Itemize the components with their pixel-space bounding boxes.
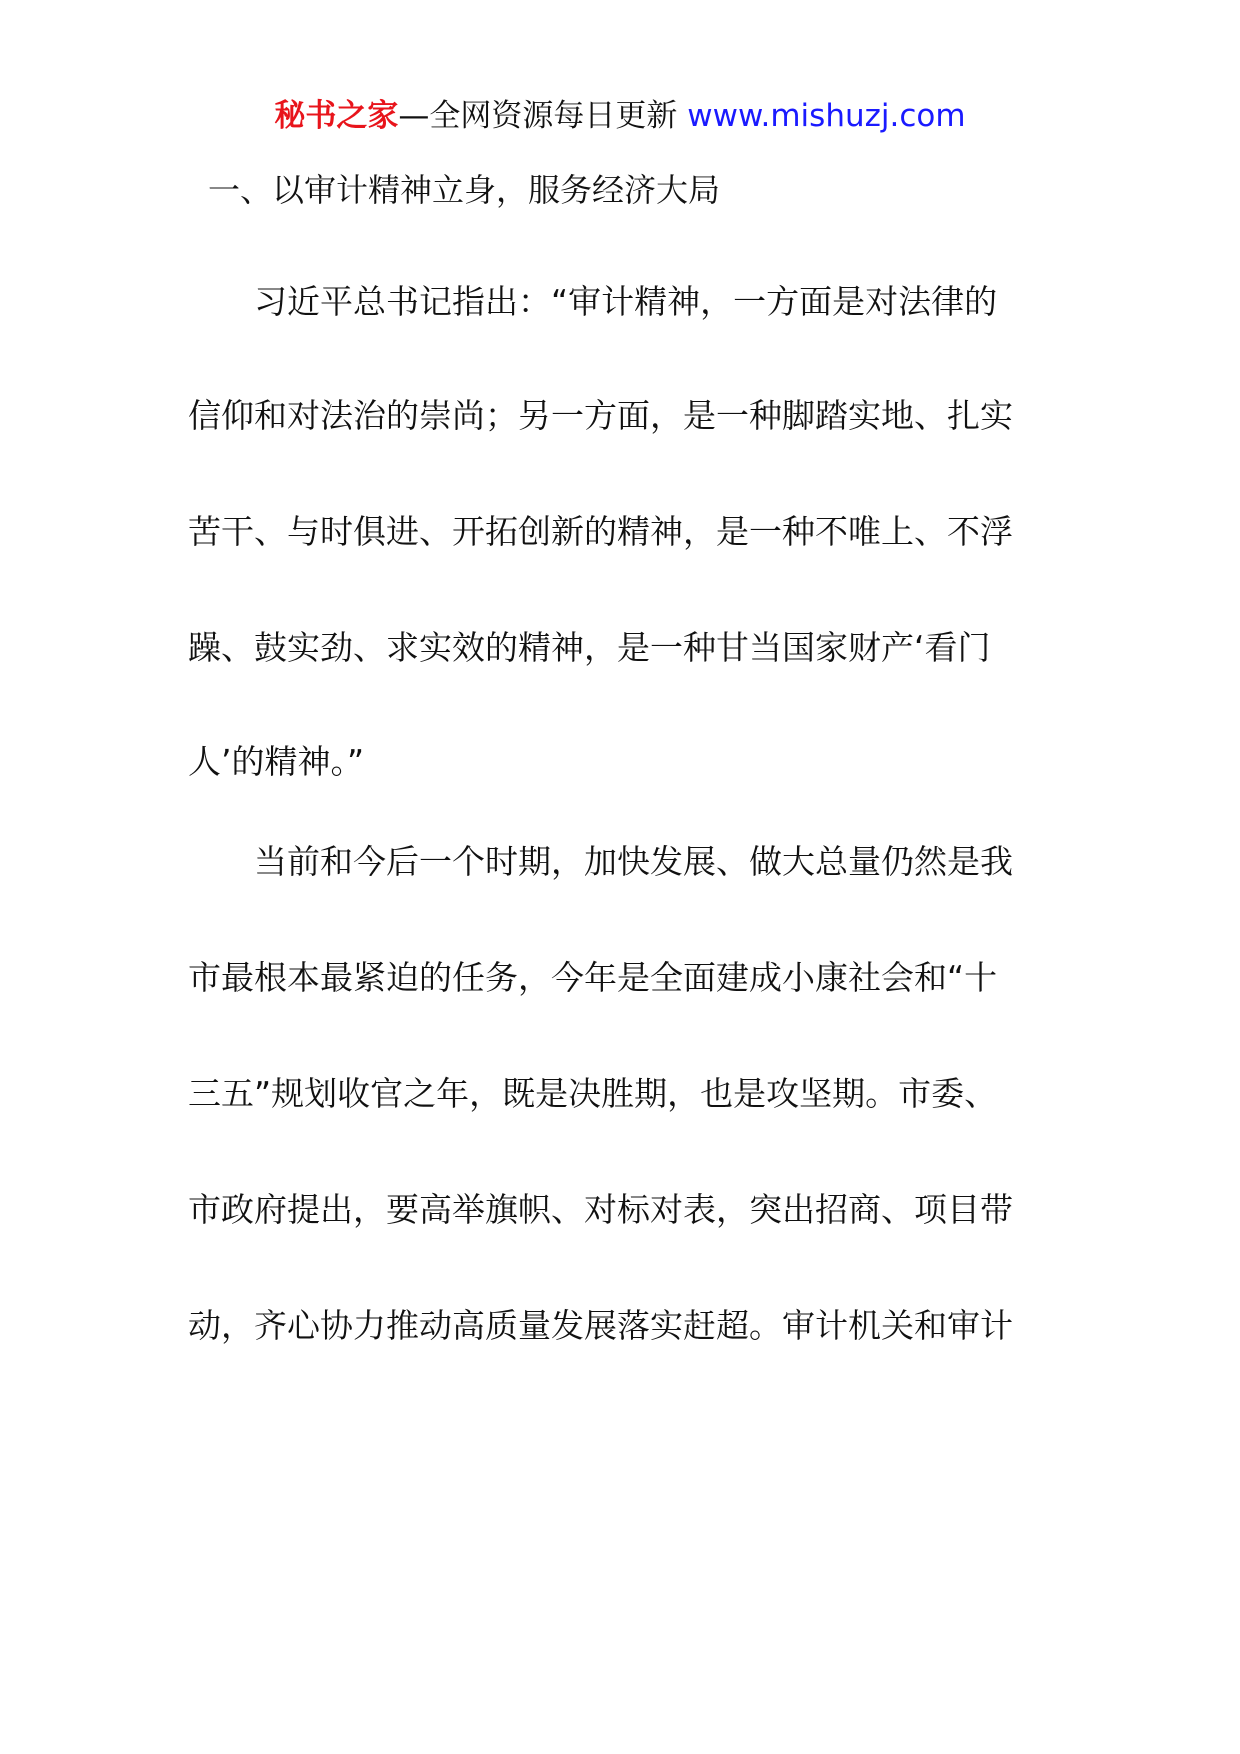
site-url[interactable]: www.mishuzj.com <box>687 98 966 134</box>
paragraph-2-line-4: 市政府提出，要高举旗帜、对标对表，突出招商、项目带 <box>188 1190 1013 1229</box>
section-heading: 一、以审计精神立身，服务经济大局 <box>208 171 721 209</box>
brand-name: 秘书之家 <box>274 98 399 134</box>
site-header <box>0 96 1240 136</box>
paragraph-2-line-5: 动，齐心协力推动高质量发展落实赶超。审计机关和审计 <box>188 1306 1013 1345</box>
paragraph-1-line-1: 习近平总书记指出：“审计精神，一方面是对法律的 <box>254 282 998 321</box>
paragraph-2-line-3: 三五”规划收官之年，既是决胜期，也是攻坚期。市委、 <box>188 1074 998 1113</box>
paragraph-2-line-2: 市最根本最紧迫的任务，今年是全面建成小康社会和“十 <box>188 958 998 997</box>
site-slogan: —全网资源每日更新 <box>398 98 678 134</box>
paragraph-1-line-3: 苦干、与时俱进、开拓创新的精神，是一种不唯上、不浮 <box>188 512 1013 551</box>
paragraph-1-line-2: 信仰和对法治的崇尚；另一方面，是一种脚踏实地、扎实 <box>188 396 1013 435</box>
paragraph-1-line-4: 躁、鼓实劲、求实效的精神，是一种甘当国家财产‘看门 <box>188 628 991 667</box>
paragraph-2-line-1: 当前和今后一个时期，加快发展、做大总量仍然是我 <box>254 842 1013 881</box>
paragraph-1-line-5: 人’的精神。” <box>188 742 365 781</box>
